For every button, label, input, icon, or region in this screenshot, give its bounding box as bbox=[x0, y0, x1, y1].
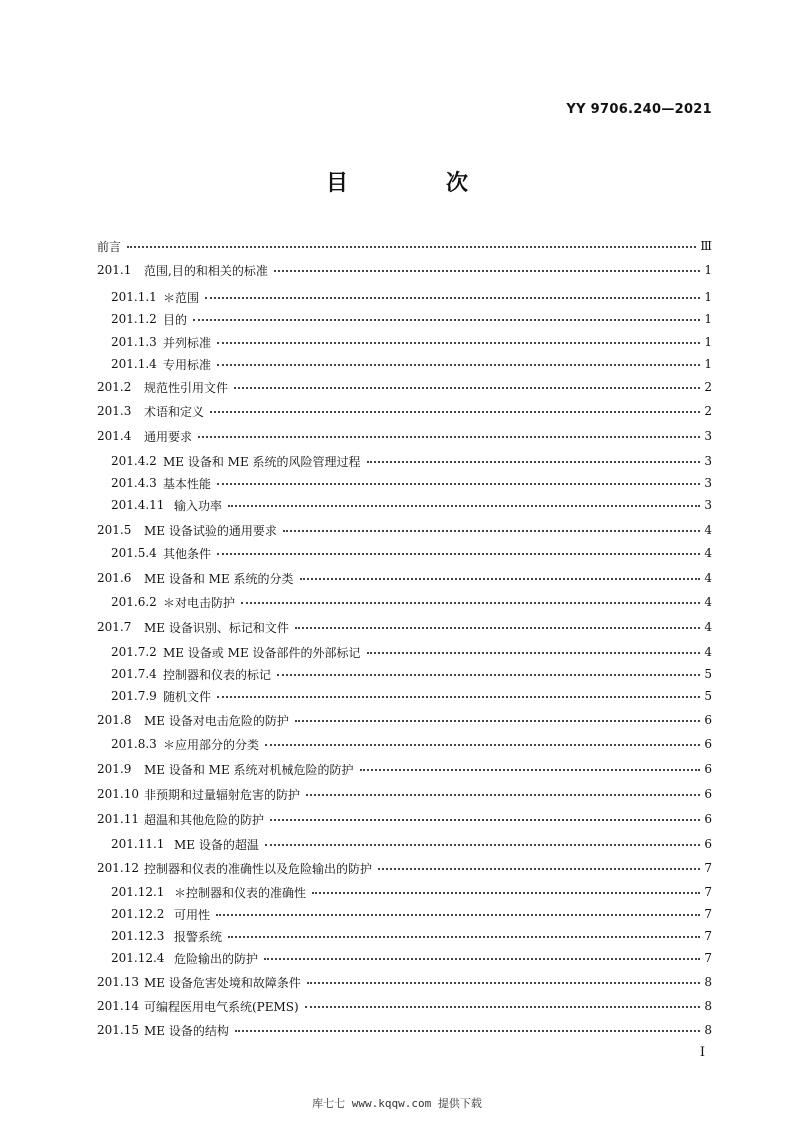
toc-entry-number: 201.8.3 bbox=[111, 737, 157, 751]
toc-entry[interactable] bbox=[97, 287, 712, 307]
toc-entry[interactable] bbox=[97, 568, 712, 588]
toc-entry[interactable] bbox=[97, 473, 712, 493]
toc-entry[interactable] bbox=[97, 734, 712, 754]
toc-entry-label: ＊控制器和仪表的准确性 bbox=[174, 885, 307, 900]
toc-entry-number: 201.3 bbox=[97, 404, 132, 418]
toc-entry-page: 8 bbox=[704, 999, 712, 1013]
toc-entry-number: 201.4.2 bbox=[111, 454, 157, 468]
toc-entry-label: 危险输出的防护 bbox=[174, 951, 259, 966]
toc-entry-label: 随机文件 bbox=[163, 689, 212, 704]
toc-entry-label: ＊范围 bbox=[163, 290, 200, 305]
toc-entry-label: 前言 bbox=[97, 239, 122, 254]
toc-entry-number: 201.9 bbox=[97, 762, 132, 776]
toc-entry-page: 4 bbox=[704, 523, 712, 537]
toc-entry[interactable] bbox=[97, 332, 712, 352]
toc-entry[interactable] bbox=[97, 401, 712, 421]
toc-entry-number: 201.6.2 bbox=[111, 595, 157, 609]
toc-entry-number: 201.11.1 bbox=[111, 837, 165, 851]
toc-entry[interactable] bbox=[97, 354, 712, 374]
toc-entry-label: 目的 bbox=[163, 312, 188, 327]
toc-leader-dots bbox=[228, 505, 700, 507]
toc-entry-number: 201.7.4 bbox=[111, 667, 157, 681]
toc-leader-dots bbox=[274, 270, 700, 272]
toc-entry-page: 6 bbox=[704, 837, 712, 851]
toc-leader-dots bbox=[300, 578, 700, 580]
toc-entry-page: 6 bbox=[704, 762, 712, 776]
toc-entry-page: 1 bbox=[704, 290, 712, 304]
toc-entry-page: 4 bbox=[704, 595, 712, 609]
toc-leader-dots bbox=[127, 246, 696, 248]
toc-entry-number: 201.4.11 bbox=[111, 498, 165, 512]
toc-entry[interactable] bbox=[97, 686, 712, 706]
toc-entry-label: ME 设备或 ME 设备部件的外部标记 bbox=[163, 645, 361, 660]
toc-leader-dots bbox=[235, 1030, 700, 1032]
toc-leader-dots bbox=[312, 892, 700, 894]
toc-leader-dots bbox=[217, 696, 700, 698]
toc-entry[interactable] bbox=[97, 834, 712, 854]
toc-entry-label: 通用要求 bbox=[144, 429, 193, 444]
toc-entry-label: ME 设备的结构 bbox=[144, 1023, 229, 1038]
toc-entry-label: 其他条件 bbox=[163, 546, 212, 561]
toc-leader-dots bbox=[264, 958, 700, 960]
toc-leader-dots bbox=[305, 1006, 700, 1008]
toc-leader-dots bbox=[265, 844, 700, 846]
toc-entry-number: 201.2 bbox=[97, 380, 132, 394]
toc-leader-dots bbox=[270, 819, 700, 821]
toc-entry-label: 超温和其他危险的防护 bbox=[144, 812, 265, 827]
toc-leader-dots bbox=[307, 982, 700, 984]
toc-entry[interactable] bbox=[97, 642, 712, 662]
toc-entry[interactable] bbox=[97, 260, 712, 280]
toc-entry[interactable] bbox=[97, 972, 712, 992]
toc-entry-label: ME 设备和 ME 系统的分类 bbox=[144, 571, 294, 586]
toc-leader-dots bbox=[367, 652, 700, 654]
toc-entry-label: 专用标准 bbox=[163, 357, 212, 372]
toc-entry-label: ME 设备的超温 bbox=[174, 837, 259, 852]
toc-entry-label: ＊应用部分的分类 bbox=[163, 737, 260, 752]
toc-entry[interactable] bbox=[97, 904, 712, 924]
toc-entry-label: 控制器和仪表的准确性以及危险输出的防护 bbox=[144, 861, 373, 876]
toc-entry-label: 可编程医用电气系统(PEMS) bbox=[144, 999, 299, 1014]
toc-leader-dots bbox=[283, 530, 700, 532]
toc-leader-dots bbox=[217, 364, 700, 366]
toc-entry-page: 1 bbox=[704, 357, 712, 371]
toc-entry-label: 范围,目的和相关的标准 bbox=[144, 263, 268, 278]
toc-entry-label: ME 设备对电击危险的防护 bbox=[144, 713, 289, 728]
toc-entry-page: 7 bbox=[704, 951, 712, 965]
toc-entry-page: 4 bbox=[704, 645, 712, 659]
toc-entry-page: 3 bbox=[704, 498, 712, 512]
toc-entry-page: 1 bbox=[704, 335, 712, 349]
toc-leader-dots bbox=[367, 461, 700, 463]
standard-code: YY 9706.240—2021 bbox=[566, 102, 712, 117]
toc-entry-page: 1 bbox=[704, 312, 712, 326]
toc-entry-number: 201.1.2 bbox=[111, 312, 157, 326]
toc-entry-page: 7 bbox=[704, 929, 712, 943]
toc-entry-label: ME 设备和 ME 系统的风险管理过程 bbox=[163, 454, 361, 469]
toc-entry-number: 201.7 bbox=[97, 620, 132, 634]
toc-leader-dots bbox=[193, 319, 700, 321]
toc-entry[interactable] bbox=[97, 377, 712, 397]
toc-entry[interactable] bbox=[97, 236, 712, 256]
toc-entry-number: 201.12.2 bbox=[111, 907, 165, 921]
page-number: Ⅰ bbox=[699, 1045, 705, 1060]
toc-entry-number: 201.14 bbox=[97, 999, 139, 1013]
toc-entry-page: 4 bbox=[704, 546, 712, 560]
toc-entry[interactable] bbox=[97, 592, 712, 612]
toc-entry-number: 201.1.3 bbox=[111, 335, 157, 349]
toc-entry-page: Ⅲ bbox=[700, 239, 712, 253]
toc-entry-number: 201.11 bbox=[97, 812, 139, 826]
toc-entry-number: 201.1.4 bbox=[111, 357, 157, 371]
toc-leader-dots bbox=[216, 914, 700, 916]
toc-entry[interactable] bbox=[97, 451, 712, 471]
toc-entry-number: 201.1.1 bbox=[111, 290, 157, 304]
toc-leader-dots bbox=[265, 744, 700, 746]
toc-leader-dots bbox=[205, 297, 700, 299]
toc-entry-page: 8 bbox=[704, 975, 712, 989]
toc-entry-number: 201.12.3 bbox=[111, 929, 165, 943]
toc-entry-label: ME 设备识别、标记和文件 bbox=[144, 620, 289, 635]
toc-entry[interactable] bbox=[97, 809, 712, 829]
toc-entry-page: 5 bbox=[704, 689, 712, 703]
toc-leader-dots bbox=[217, 483, 700, 485]
toc-entry[interactable] bbox=[97, 858, 712, 878]
toc-entry-page: 3 bbox=[704, 454, 712, 468]
toc-leader-dots bbox=[378, 868, 700, 870]
toc-entry-number: 201.6 bbox=[97, 571, 132, 585]
toc-entry[interactable] bbox=[97, 543, 712, 563]
toc-entry-label: 规范性引用文件 bbox=[144, 380, 229, 395]
toc-entry[interactable] bbox=[97, 664, 712, 684]
toc-leader-dots bbox=[241, 602, 700, 604]
toc-entry-label: ME 设备危害处境和故障条件 bbox=[144, 975, 301, 990]
toc-entry-number: 201.10 bbox=[97, 787, 139, 801]
toc-entry-number: 201.1 bbox=[97, 263, 132, 277]
toc-entry-page: 3 bbox=[704, 476, 712, 490]
toc-entry-page: 6 bbox=[704, 812, 712, 826]
toc-entry-number: 201.5 bbox=[97, 523, 132, 537]
toc-entry[interactable] bbox=[97, 710, 712, 730]
toc-entry-page: 5 bbox=[704, 667, 712, 681]
toc-entry-number: 201.4 bbox=[97, 429, 132, 443]
toc-entry-page: 7 bbox=[704, 907, 712, 921]
toc-entry-page: 8 bbox=[704, 1023, 712, 1037]
toc-leader-dots bbox=[217, 342, 700, 344]
page-title: 目 次 bbox=[325, 171, 506, 196]
toc-entry[interactable] bbox=[97, 996, 712, 1016]
toc-entry-number: 201.12.4 bbox=[111, 951, 165, 965]
toc-leader-dots bbox=[295, 627, 700, 629]
toc-entry-page: 4 bbox=[704, 571, 712, 585]
toc-entry[interactable] bbox=[97, 520, 712, 540]
toc-entry[interactable] bbox=[97, 1020, 712, 1040]
toc-entry-page: 6 bbox=[704, 737, 712, 751]
watermark-text: 库七七 www.kqqw.com 提供下载 bbox=[312, 1097, 482, 1110]
toc-entry-label: 控制器和仪表的标记 bbox=[163, 667, 272, 682]
toc-entry[interactable] bbox=[97, 309, 712, 329]
toc-leader-dots bbox=[306, 794, 700, 796]
toc-entry-label: 报警系统 bbox=[174, 929, 223, 944]
toc-entry-number: 201.12.1 bbox=[111, 885, 165, 899]
toc-entry[interactable] bbox=[97, 617, 712, 637]
toc-entry-page: 2 bbox=[704, 404, 712, 418]
toc-entry-label: 输入功率 bbox=[174, 498, 223, 513]
toc-entry-page: 2 bbox=[704, 380, 712, 394]
toc-entry-number: 201.7.2 bbox=[111, 645, 157, 659]
toc-leader-dots bbox=[234, 387, 700, 389]
toc-entry-page: 6 bbox=[704, 787, 712, 801]
toc-entry-label: 可用性 bbox=[174, 907, 211, 922]
toc-entry-number: 201.13 bbox=[97, 975, 139, 989]
toc-entry-number: 201.7.9 bbox=[111, 689, 157, 703]
toc-entry-number: 201.5.4 bbox=[111, 546, 157, 560]
toc-entry-label: ME 设备和 ME 系统对机械危险的防护 bbox=[144, 762, 354, 777]
toc-entry-page: 7 bbox=[704, 885, 712, 899]
toc-entry[interactable] bbox=[97, 926, 712, 946]
toc-entry-number: 201.15 bbox=[97, 1023, 139, 1037]
toc-leader-dots bbox=[228, 936, 700, 938]
toc-entry-label: 并列标准 bbox=[163, 335, 212, 350]
toc-entry-page: 6 bbox=[704, 713, 712, 727]
toc-leader-dots bbox=[217, 553, 700, 555]
toc-entry-label: 非预期和过量辐射危害的防护 bbox=[144, 787, 301, 802]
toc-entry-number: 201.12 bbox=[97, 861, 139, 875]
toc-leader-dots bbox=[210, 411, 700, 413]
toc-leader-dots bbox=[295, 720, 700, 722]
toc-entry-page: 3 bbox=[704, 429, 712, 443]
toc-entry-label: ME 设备试验的通用要求 bbox=[144, 523, 277, 538]
toc-entry[interactable] bbox=[97, 426, 712, 446]
toc-entry[interactable] bbox=[97, 759, 712, 779]
toc-leader-dots bbox=[198, 436, 700, 438]
toc-leader-dots bbox=[277, 674, 700, 676]
toc-entry-label: 基本性能 bbox=[163, 476, 212, 491]
toc-entry-number: 201.8 bbox=[97, 713, 132, 727]
toc-entry-number: 201.4.3 bbox=[111, 476, 157, 490]
toc-entry[interactable] bbox=[97, 882, 712, 902]
toc-entry-label: ＊对电击防护 bbox=[163, 595, 236, 610]
toc-leader-dots bbox=[360, 769, 700, 771]
toc-entry-page: 1 bbox=[704, 263, 712, 277]
toc-entry-page: 4 bbox=[704, 620, 712, 634]
toc-entry[interactable] bbox=[97, 495, 712, 515]
toc-entry[interactable] bbox=[97, 948, 712, 968]
toc-entry[interactable] bbox=[97, 784, 712, 804]
toc-entry-label: 术语和定义 bbox=[144, 404, 205, 419]
toc-entry-page: 7 bbox=[704, 861, 712, 875]
